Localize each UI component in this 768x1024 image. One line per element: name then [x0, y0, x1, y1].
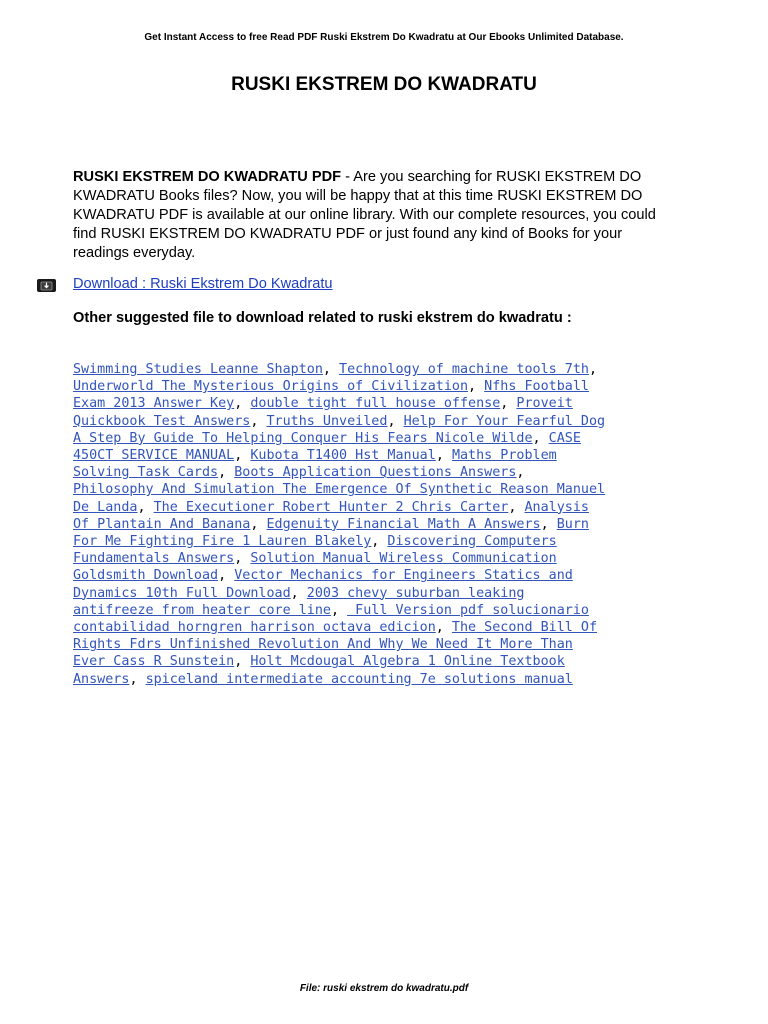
suggested-links-line: [73, 585, 703, 602]
link-separator: ,: [218, 568, 235, 584]
link-separator: ,: [508, 499, 525, 515]
suggested-file-link[interactable]: Truths Unveiled: [266, 413, 388, 429]
intro-text-line: KWADRATU PDF is available at our online library. With our complete resources, you could: [73, 207, 656, 223]
suggested-file-link[interactable]: Underworld The Mysterious Origins of Civilization: [73, 379, 469, 395]
link-separator: ,: [322, 362, 340, 377]
link-separator: ,: [330, 602, 348, 618]
suggested-file-link[interactable]: Of Plantain And Banana: [73, 516, 251, 532]
top-banner: Get Instant Access to free Read PDF Ruski Ekstrem Do Kwadratu at Our Ebooks Unlimited Database.: [144, 32, 624, 43]
link-separator: ,: [234, 448, 251, 464]
suggested-links-line: [73, 378, 703, 395]
link-separator: ,: [435, 620, 452, 636]
suggested-file-link[interactable]: Answers: [73, 671, 130, 687]
suggested-file-link[interactable]: De Landa: [73, 499, 138, 515]
suggested-links-line: [73, 567, 703, 584]
suggested-links-line: [73, 550, 703, 567]
suggested-file-link[interactable]: Philosophy And Simulation The Emergence Of Synthetic Reason Manuel: [73, 482, 606, 498]
suggested-file-link[interactable]: Swimming Studies Leanne Shapton: [73, 362, 323, 377]
suggested-file-link[interactable]: Dynamics 10th Full Download: [73, 585, 291, 601]
suggested-file-link[interactable]: Proveit: [516, 396, 573, 412]
suggested-file-link[interactable]: Burn: [556, 516, 589, 532]
suggested-links-line: [73, 430, 703, 447]
suggested-file-link[interactable]: The Executioner Robert Hunter 2 Chris Carter: [153, 499, 509, 515]
suggested-file-link[interactable]: Boots Application Questions Answers: [234, 465, 517, 481]
intro-lead: RUSKI EKSTREM DO KWADRATU PDF: [73, 169, 342, 185]
suggested-file-link[interactable]: For Me Fighting Fire 1 Lauren Blakely: [73, 534, 372, 550]
suggested-file-link[interactable]: Rights Fdrs Unfinished Revolution And Why We Need It More Than: [73, 637, 573, 653]
suggested-links-line: [73, 653, 703, 670]
suggested-file-link[interactable]: antifreeze from heater core line: [73, 602, 331, 618]
suggested-file-link[interactable]: 450CT SERVICE MANUAL: [73, 448, 235, 464]
suggested-links-line: [73, 395, 703, 412]
link-separator: ,: [435, 448, 452, 464]
suggested-file-link[interactable]: 2003 chevy suburban leaking: [306, 585, 525, 601]
link-separator: ,: [371, 534, 388, 550]
suggested-links-line: [73, 361, 703, 378]
suggested-links-line: [73, 481, 703, 498]
suggested-file-link[interactable]: Kubota T1400 Hst Manual: [250, 448, 436, 464]
suggested-file-link[interactable]: A Step By Guide To Helping Conquer His Fears Nicole Wilde: [73, 430, 533, 446]
suggested-file-link[interactable]: Technology of machine tools 7th: [339, 362, 589, 377]
intro-text-line: readings everyday.: [73, 245, 196, 261]
link-separator: ,: [540, 516, 557, 532]
link-separator: ,: [234, 654, 251, 670]
link-separator: ,: [234, 551, 251, 567]
download-icon[interactable]: [37, 279, 56, 292]
link-separator: ,: [468, 379, 485, 395]
link-separator: ,: [234, 396, 251, 412]
suggested-file-link[interactable]: Holt Mcdougal Algebra 1 Online Textbook: [250, 654, 565, 670]
suggested-file-link[interactable]: Exam 2013 Answer Key: [73, 396, 235, 412]
link-separator: ,: [290, 585, 307, 601]
suggested-links-line: [73, 619, 703, 636]
intro-text-line: KWADRATU Books files? Now, you will be happy that at this time RUSKI EKSTREM DO: [73, 188, 643, 204]
suggested-links-list: [73, 361, 703, 688]
suggested-file-link[interactable]: Fundamentals Answers: [73, 551, 235, 567]
link-separator: ,: [532, 430, 549, 446]
suggested-links-line: [73, 499, 703, 516]
intro-text-line: - Are you searching for RUSKI EKSTREM DO: [341, 169, 642, 185]
download-row: [37, 274, 717, 294]
suggested-file-link[interactable]: Vector Mechanics for Engineers Statics and: [234, 568, 573, 584]
link-separator: ,: [137, 499, 154, 515]
intro-paragraph: [73, 168, 699, 263]
suggested-file-link[interactable]: Help For Your Fearful Dog: [403, 413, 606, 429]
suggested-file-link[interactable]: Full Version pdf solucionario: [347, 602, 589, 618]
suggested-file-link[interactable]: spiceland intermediate accounting 7e solutions manual: [145, 671, 573, 687]
link-separator: ,: [129, 671, 146, 687]
suggested-file-link[interactable]: Analysis: [524, 499, 589, 515]
suggested-links-line: [73, 464, 703, 481]
suggested-file-link[interactable]: Edgenuity Financial Math A Answers: [266, 516, 541, 532]
suggested-file-link[interactable]: Quickbook Test Answers: [73, 413, 251, 429]
suggested-file-link[interactable]: Maths Problem: [451, 448, 557, 464]
link-separator: ,: [387, 413, 404, 429]
suggested-file-link[interactable]: double tight full house offense: [250, 396, 501, 412]
suggested-links-line: [73, 447, 703, 464]
suggested-links-line: [73, 533, 703, 550]
suggested-links-line: [73, 516, 703, 533]
suggested-file-link[interactable]: Solution Manual Wireless Communication: [250, 551, 557, 567]
suggested-file-link[interactable]: Ever Cass R Sunstein: [73, 654, 235, 670]
footer-file-label: File: ruski ekstrem do kwadratu.pdf: [299, 983, 469, 994]
suggested-links-line: [73, 636, 703, 653]
suggested-file-link[interactable]: Discovering Computers: [387, 534, 557, 550]
suggested-file-link[interactable]: CASE: [548, 430, 581, 446]
suggested-links-line: [73, 602, 703, 619]
link-separator: ,: [250, 413, 267, 429]
suggested-file-link[interactable]: contabilidad horngren harrison octava edicion: [73, 620, 436, 636]
document-title: RUSKI EKSTREM DO KWADRATU: [231, 74, 537, 95]
download-link[interactable]: Download : Ruski Ekstrem Do Kwadratu: [73, 276, 333, 292]
link-separator: ,: [500, 396, 517, 412]
suggested-files-heading: Other suggested file to download related to ruski ekstrem do kwadratu :: [73, 310, 572, 326]
suggested-file-link[interactable]: Goldsmith Download: [73, 568, 219, 584]
suggested-file-link[interactable]: The Second Bill Of: [451, 620, 598, 636]
link-separator: ,: [250, 516, 267, 532]
intro-text-line: find RUSKI EKSTREM DO KWADRATU PDF or just found any kind of Books for your: [73, 226, 623, 242]
link-separator: ,: [588, 362, 598, 377]
link-separator: ,: [218, 465, 235, 481]
link-separator: ,: [516, 465, 525, 481]
suggested-file-link[interactable]: Solving Task Cards: [73, 465, 219, 481]
suggested-links-line: [73, 671, 703, 688]
suggested-file-link[interactable]: Nfhs Football: [484, 379, 589, 395]
suggested-links-line: [73, 413, 703, 430]
